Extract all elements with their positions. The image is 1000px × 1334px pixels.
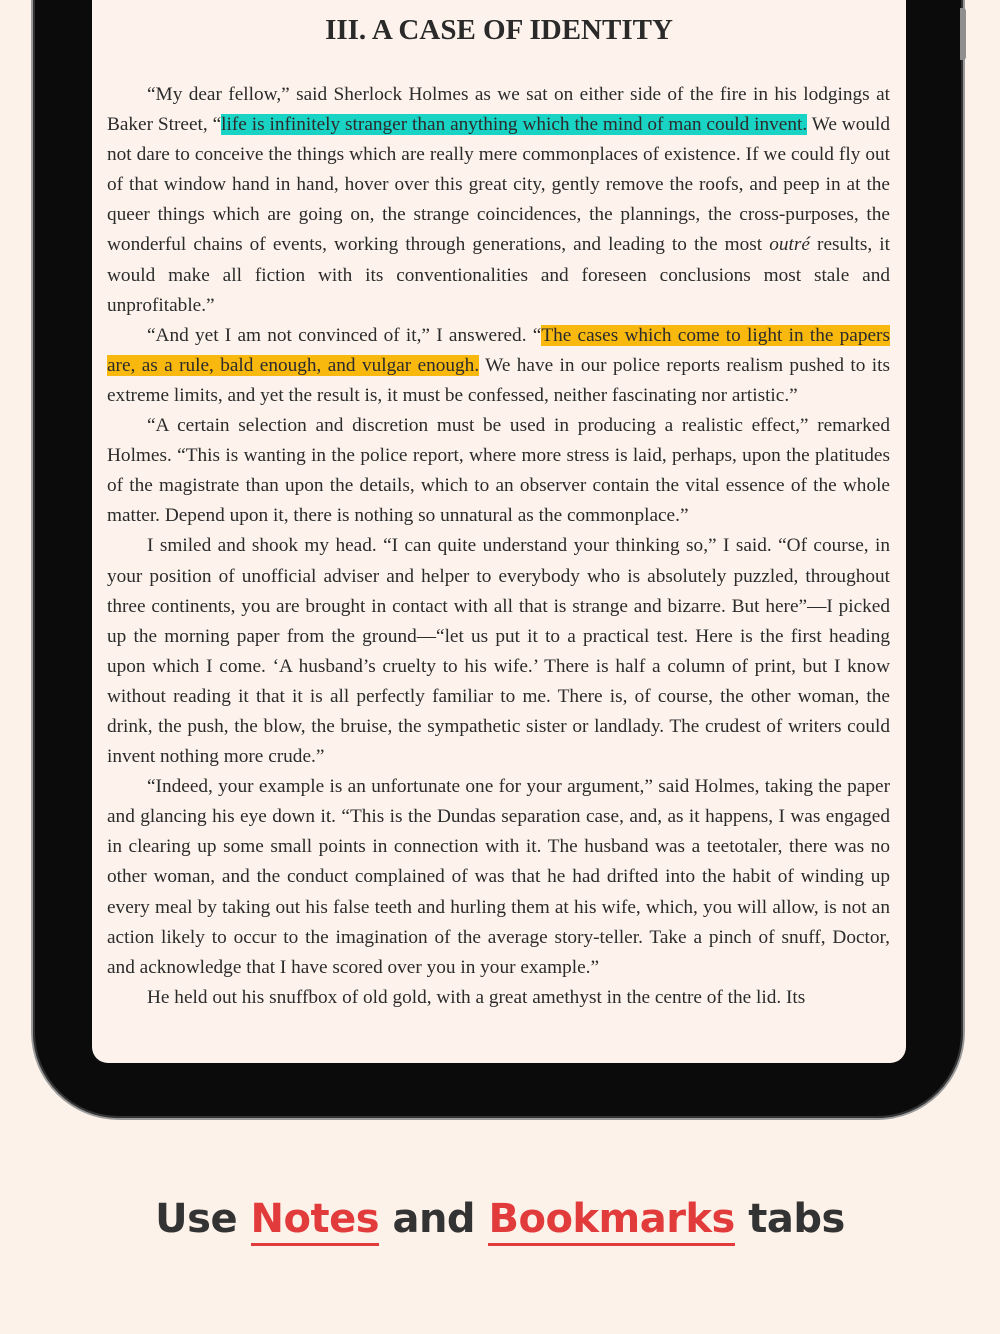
reader-page[interactable] [92, 0, 906, 1063]
highlight-teal[interactable]: life is infinitely stranger than anything which the mind of man could invent. [221, 114, 808, 136]
bookmarks-tab-label: Bookmarks [488, 1199, 734, 1246]
paragraph-1[interactable] [107, 80, 890, 321]
paragraph-1-text-a: “My dear fellow,” said Sherlock Holmes as we sat on either side of the fire in his lodgings at Baker Street, “ [107, 84, 890, 136]
promo-caption [0, 1196, 1000, 1246]
chapter-title: III. A CASE OF IDENTITY [325, 14, 673, 46]
caption-and: and [379, 1196, 489, 1242]
paragraph-6[interactable]: He held out his snuffbox of old gold, with a great amethyst in the centre of the lid. Its [147, 986, 806, 1008]
notes-tab-label: Notes [251, 1199, 380, 1246]
paragraph-4[interactable]: I smiled and shook my head. “I can quite understand your thinking so,” I said. “Of course, in your position of unofficial adviser and helper to everybody who is absolutely puzzled, throughout three continents, you are brought in contact with all that is strange and bizarre. But here”—I picked up the morning paper from the ground—“let us put it to a practical test. Here is the first heading upon which I come. ‘A husband’s cruelty to his wife.’ There is half a column of print, but I know without reading it that it is all perfectly familiar to me. There is, of course, the other woman, the drink, the push, the blow, the bruise, the sympathetic sister or landlady. The crudest of writers could invent nothing more crude.” [107, 535, 890, 768]
paragraph-3[interactable]: “A certain selection and discretion must be used in producing a realistic effect,” remarked Holmes. “This is wanting in the police report, where more stress is laid, perhaps, upon the platitudes of the magistrate than upon the details, which to an observer contain the vital essence of the whole matter. Depend upon it, there is nothing so unnatural as the commonplace.” [107, 415, 890, 527]
paragraph-1-italic: outré [769, 234, 810, 256]
paragraph-2-text-b: We have in our police reports realism pushed to its extreme limits, and yet the result is, it must be confessed, neither fascinating nor artistic.” [107, 354, 891, 406]
book-text[interactable] [107, 80, 890, 1013]
tablet-side-button [960, 8, 966, 60]
paragraph-5[interactable]: “Indeed, your example is an unfortunate one for your argument,” said Holmes, taking the paper and glancing his eye down it. “This is the Dundas separation case, and, as it happens, I was engaged in clearing up some small points in connection with it. The husband was a teetotaler, there was no other woman, and the conduct complained of was that he had drifted into the habit of winding up every meal by taking out his false teeth and hurling them at his wife, which, you will allow, is not an action likely to occur to the imagination of the average story-teller. Take a pinch of snuff, Doctor, and acknowledge that I have scored over you in your example.” [107, 776, 890, 978]
paragraph-1-text-b: We would not dare to conceive the things which are really mere commonplaces of existence. If we could fly out of that window hand in hand, hover over this great city, gently remove the roofs, and peep in at the queer things which are going on, the strange coincidences, the plannings, the cross-purposes, the wonderful chains of events, working through generations, and leading to the most [107, 114, 890, 256]
highlight-orange[interactable]: The cases which come to light in the papers are, as a rule, bald enough, and vulgar enough. [107, 324, 890, 376]
caption-use: Use [155, 1196, 251, 1242]
paragraph-2-text-a: “And yet I am not convinced of it,” I answered. “ [147, 324, 542, 346]
paragraph-1-text-c: results, it would make all fiction with its conventionalities and foreseen conclusions most stale and unprofitable.” [107, 234, 890, 316]
caption-tabs: tabs [734, 1196, 845, 1242]
paragraph-2[interactable] [107, 321, 890, 411]
